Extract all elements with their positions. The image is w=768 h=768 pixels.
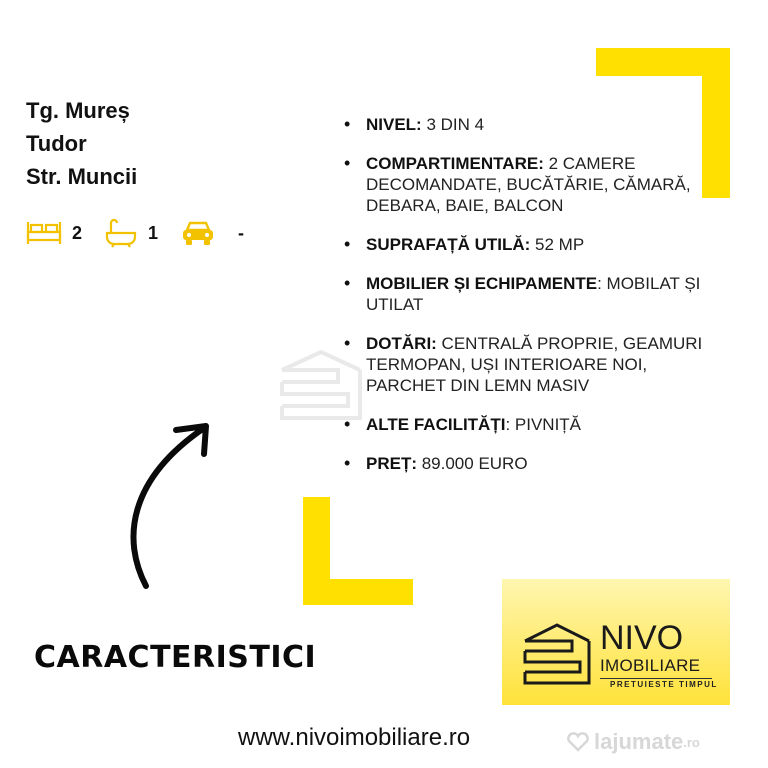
lajumate-tld: .ro	[683, 734, 700, 750]
amenity-bathrooms-count: 1	[148, 222, 159, 243]
feature-label: ALTE FACILITĂȚI	[366, 415, 506, 434]
location-city: Tg. Mureș	[26, 98, 130, 123]
bed-icon	[26, 220, 62, 246]
feature-label: DOTĂRI:	[366, 334, 437, 353]
feature-item	[344, 114, 724, 135]
location-district: Tudor	[26, 131, 87, 156]
feature-label: NIVEL:	[366, 115, 422, 134]
amenity-bedrooms-count: 2	[72, 222, 83, 243]
brand-name: NIVO	[600, 619, 684, 657]
lajumate-watermark	[566, 729, 700, 755]
feature-value: 2 CAMERE DECOMANDATE, BUCĂTĂRIE, CĂMARĂ, DEBARA, BAIE, BALCON	[366, 154, 691, 215]
feature-item	[344, 273, 724, 315]
page-heading: CARACTERISTICI	[34, 640, 317, 675]
feature-item	[344, 234, 724, 255]
website-link[interactable]: www.nivoimobiliare.ro	[238, 724, 471, 751]
feature-item	[344, 153, 724, 216]
location-street: Str. Muncii	[26, 164, 138, 189]
feature-value: : PIVNIȚĂ	[505, 415, 582, 434]
feature-label: SUPRAFAȚĂ UTILĂ:	[366, 235, 531, 254]
brand-subtitle: IMOBILIARE	[600, 656, 701, 675]
arrow-icon	[100, 410, 220, 595]
feature-value: 52 MP	[530, 235, 585, 254]
feature-value: CENTRALĂ PROPRIE, GEAMURI TERMOPAN, UȘI INTERIOARE NOI, PARCHET DIN LEMN MASIV	[366, 334, 703, 395]
feature-item	[344, 414, 724, 435]
brand-tagline: PRETUIESTE TIMPUL	[610, 680, 718, 689]
brand-box	[502, 579, 730, 705]
feature-value: 3 DIN 4	[421, 115, 485, 134]
corner-accent-bottom-left-horizontal	[303, 579, 413, 605]
amenity-parking	[180, 219, 244, 247]
lajumate-name: lajumate	[594, 729, 684, 754]
nivo-logo-icon	[522, 621, 592, 687]
amenity-parking-count: -	[238, 222, 245, 243]
feature-label: COMPARTIMENTARE:	[366, 154, 544, 173]
features-list	[344, 114, 724, 492]
heart-icon	[566, 732, 590, 752]
car-icon	[180, 219, 216, 247]
amenities-row	[26, 218, 266, 248]
feature-item	[344, 333, 724, 396]
amenity-bathrooms	[104, 218, 158, 248]
brand-divider	[600, 678, 712, 679]
feature-value: 89.000 EURO	[417, 454, 528, 473]
location-block	[26, 94, 137, 193]
feature-item	[344, 453, 724, 474]
feature-label: MOBILIER ȘI ECHIPAMENTE	[366, 274, 598, 293]
feature-label: PREȚ:	[366, 454, 417, 473]
amenity-bedrooms	[26, 220, 82, 246]
feature-value: : MOBILAT ȘI UTILAT	[366, 274, 701, 314]
bathtub-icon	[104, 218, 138, 248]
